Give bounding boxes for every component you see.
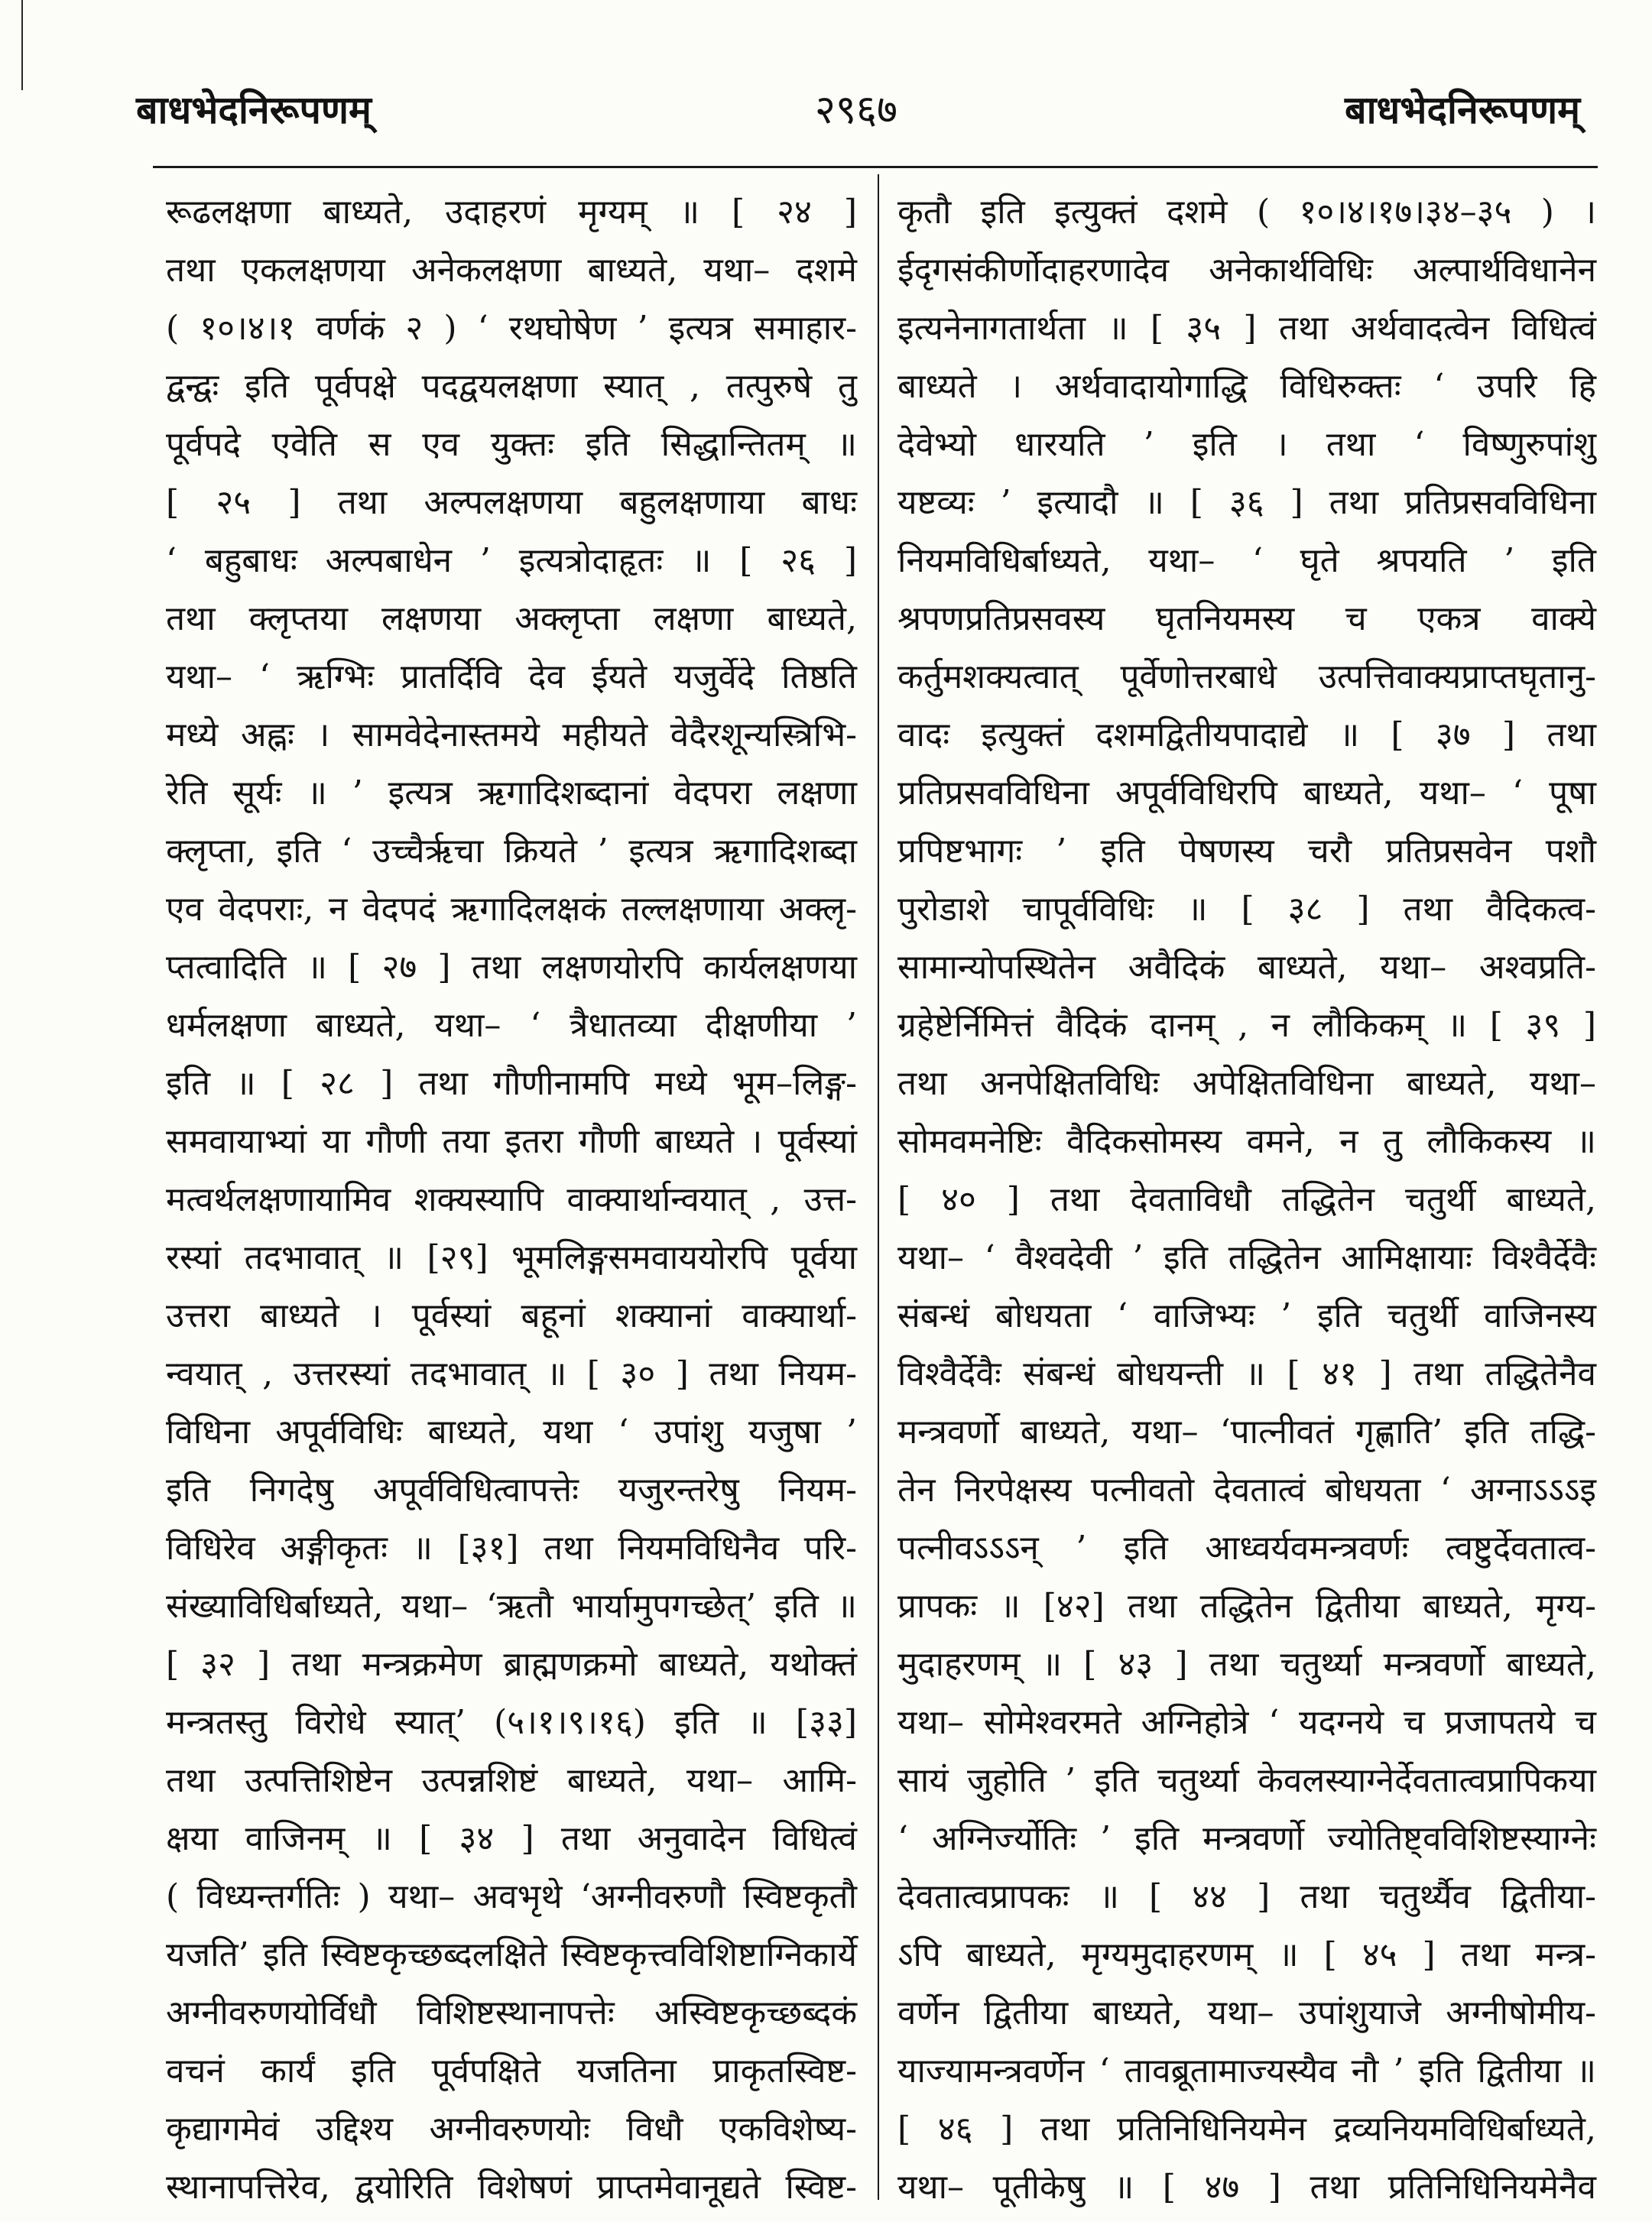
text-line: तथा अनपेक्षितविधिः अपेक्षितविधिना बाध्यते, यथा– xyxy=(897,1064,1596,1103)
column-divider xyxy=(878,174,879,2200)
text-line: मत्वर्थलक्षणायामिव शक्यस्यापि वाक्यार्थान्वयात् , उत्त- xyxy=(166,1180,857,1219)
left-column xyxy=(166,183,857,2217)
text-line: रस्यां तदभावात् ॥ [२९] भूमलिङ्गसमवाययोरपि पूर्वया xyxy=(166,1238,857,1277)
text-line: पूर्वपदे एवेति स एव युक्तः इति सिद्धान्तितम् ॥ xyxy=(166,425,857,464)
right-column xyxy=(897,183,1596,2217)
text-line: इति निगदेषु अपूर्वविधित्वापत्तेः यजुरन्तरेषु नियम- xyxy=(166,1471,857,1510)
text-line: यथा– ‘ ऋग्भिः प्रातर्दिवि देव ईयते यजुर्वेदे तिष्ठति xyxy=(166,657,857,696)
text-line: ईदृगसंकीर्णोदाहरणादेव अनेकार्थविधिः अल्पार्थविधानेन xyxy=(897,251,1596,290)
text-line: वचनं कार्यं इति पूर्वपक्षिते यजतिना प्राकृतस्विष्ट- xyxy=(166,2052,857,2091)
text-line: मन्त्रवर्णो बाध्यते, यथा– ‘पात्नीवतं गृह्णाति’ इति तद्धि- xyxy=(897,1413,1596,1452)
text-line: उत्तरा बाध्यते । पूर्वस्यां बहूनां शक्यानां वाक्यार्था- xyxy=(166,1296,857,1335)
text-line: यथा– सोमेश्वरमते अग्निहोत्रे ‘ यदग्नये च प्रजापतये च xyxy=(897,1703,1596,1742)
text-line: [ ४० ] तथा देवताविधौ तद्धितेन चतुर्थी बाध्यते, xyxy=(897,1180,1596,1219)
text-line: विधिरेव अङ्गीकृतः ॥ [३१] तथा नियमविधिनैव परि- xyxy=(166,1529,857,1568)
text-line: तथा एकलक्षणया अनेकलक्षणा बाध्यते, यथा– दशमे xyxy=(166,251,857,290)
text-line: सोमवमनेष्टिः वैदिकसोमस्य वमने, न तु लौकिकस्य ॥ xyxy=(897,1122,1596,1161)
text-line: यजति’ इति स्विष्टकृच्छब्दलक्षिते स्विष्टकृत्त्वविशिष्टाग्निकार्ये xyxy=(166,1935,857,1974)
text-line: सामान्योपस्थितेन अवैदिकं बाध्यते, यथा– अश्वप्रति- xyxy=(897,948,1596,987)
text-line: [ ४६ ] तथा प्रतिनिधिनियमेन द्रव्यनियमविधिर्बाध्यते, xyxy=(897,2110,1596,2149)
text-line: द्वन्द्वः इति पूर्वपक्षे पदद्वयलक्षणा स्यात् , तत्पुरुषे तु xyxy=(166,367,857,406)
text-line: स्थानापत्तिरेव, द्वयोरिति विशेषणं प्राप्तमेवानूद्यते स्विष्ट- xyxy=(166,2168,857,2207)
text-line: वर्णेन द्वितीया बाध्यते, यथा– उपांशुयाजे अग्नीषोमीय- xyxy=(897,1993,1596,2032)
text-line: पत्नीवऽऽऽन् ’ इति आध्वर्यवमन्त्रवर्णः त्वष्टुर्देवतात्व- xyxy=(897,1529,1596,1568)
text-line: तथा उत्पत्तिशिष्टेन उत्पन्नशिष्टं बाध्यते, यथा– आमि- xyxy=(166,1761,857,1800)
text-line: धर्मलक्षणा बाध्यते, यथा– ‘ त्रैधातव्या दीक्षणीया ’ xyxy=(166,1006,857,1045)
text-line: विश्वैर्देवैः संबन्धं बोधयन्ती ॥ [ ४१ ] तथा तद्धितेनैव xyxy=(897,1354,1596,1393)
text-line: देवेभ्यो धारयति ’ इति । तथा ‘ विष्णुरुपांशु xyxy=(897,425,1596,464)
text-line: तेन निरपेक्षस्य पत्नीवतो देवतात्वं बोधयता ‘ अग्नाऽऽऽइ xyxy=(897,1471,1596,1510)
text-line: संख्याविधिर्बाध्यते, यथा– ‘ऋतौ भार्यामुपगच्छेत्’ इति ॥ xyxy=(166,1587,857,1626)
text-line: प्रपिष्टभागः ’ इति पेषणस्य चरौ प्रतिप्रसवेन पशौ xyxy=(897,832,1596,871)
binding-edge xyxy=(21,0,23,90)
text-line: मध्ये अह्नः । सामवेदेनास्तमये महीयते वेदैरशून्यस्त्रिभि- xyxy=(166,715,857,754)
text-line: बाध्यते । अर्थवादायोगाद्धि विधिरुक्तः ‘ उपरि हि xyxy=(897,367,1596,406)
text-line: विधिना अपूर्वविधिः बाध्यते, यथा ‘ उपांशु यजुषा ’ xyxy=(166,1413,857,1452)
text-line: देवतात्वप्रापकः ॥ [ ४४ ] तथा चतुर्थ्यैव द्वितीया- xyxy=(897,1877,1596,1916)
text-line: क्षया वाजिनम् ॥ [ ३४ ] तथा अनुवादेन विधित्वं xyxy=(166,1819,857,1858)
text-line: याज्यामन्त्रवर्णेन ‘ तावब्रूतामाज्यस्यैव नौ ’ इति द्वितीया ॥ xyxy=(897,2052,1596,2091)
text-line: श्रपणप्रतिप्रसवस्य घृतनियमस्य च एकत्र वाक्ये xyxy=(897,599,1596,638)
text-line: ‘ बहुबाधः अल्पबाधेन ’ इत्यत्रोदाहृतः ॥ [ २६ ] xyxy=(166,541,857,580)
text-line: यथा– पूतीकेषु ॥ [ ४७ ] तथा प्रतिनिधिनियमेनैव xyxy=(897,2168,1596,2207)
text-line: ( विध्यन्तर्गतिः ) यथा– अवभृथे ‘अग्नीवरुणौ स्विष्टकृतौ xyxy=(166,1877,857,1916)
text-line: संबन्धं बोधयता ‘ वाजिभ्यः ’ इति चतुर्थी वाजिनस्य xyxy=(897,1296,1596,1335)
text-line: नियमविधिर्बाध्यते, यथा– ‘ घृते श्रपयति ’ इति xyxy=(897,541,1596,580)
text-line: न्वयात् , उत्तरस्यां तदभावात् ॥ [ ३० ] तथा नियम- xyxy=(166,1354,857,1393)
text-line: अग्नीवरुणयोर्विधौ विशिष्टस्थानापत्तेः अस्विष्टकृच्छब्दकं xyxy=(166,1993,857,2032)
text-line: यष्टव्यः ’ इत्यादौ ॥ [ ३६ ] तथा प्रतिप्रसवविधिना xyxy=(897,483,1596,522)
text-line: ऽपि बाध्यते, मृग्यमुदाहरणम् ॥ [ ४५ ] तथा मन्त्र- xyxy=(897,1935,1596,1974)
text-line: इत्यनेनागतार्थता ॥ [ ३५ ] तथा अर्थवादत्वेन विधित्वं xyxy=(897,309,1596,348)
text-line: रूढलक्षणा बाध्यते, उदाहरणं मृग्यम् ॥ [ २४ ] xyxy=(166,193,857,232)
running-head-left: बाधभेदनिरूपणम् xyxy=(136,87,372,132)
text-line: [ २५ ] तथा अल्पलक्षणया बहुलक्षणाया बाधः xyxy=(166,483,857,522)
text-line: प्रापकः ॥ [४२] तथा तद्धितेन द्वितीया बाध्यते, मृग्य- xyxy=(897,1587,1596,1626)
text-line: मन्त्रतस्तु विरोधे स्यात्’ (५।१।९।१६) इति ॥ [३३] xyxy=(166,1703,857,1742)
text-line: इति ॥ [ २८ ] तथा गौणीनामपि मध्ये भूम–लिङ्ग- xyxy=(166,1064,857,1103)
text-line: रेति सूर्यः ॥ ’ इत्यत्र ऋगादिशब्दानां वेदपरा लक्षणा xyxy=(166,774,857,813)
text-line: कृद्यागमेवं उद्दिश्य अग्नीवरुणयोः विधौ एकविशेष्य- xyxy=(166,2110,857,2149)
text-line: वादः इत्युक्तं दशमद्वितीयपादाद्ये ॥ [ ३७ ] तथा xyxy=(897,715,1596,754)
text-line: कृतौ इति इत्युक्तं दशमे ( १०।४।१७।३४–३५ ) । xyxy=(897,193,1596,232)
text-line: प्तत्वादिति ॥ [ २७ ] तथा लक्षणयोरपि कार्यलक्षणया xyxy=(166,948,857,987)
text-line: सायं जुहोति ’ इति चतुर्थ्या केवलस्याग्नेर्देवतात्वप्रापिकया xyxy=(897,1761,1596,1800)
text-line: ( १०।४।१ वर्णकं २ ) ‘ रथघोषेण ’ इत्यत्र समाहार- xyxy=(166,309,857,348)
text-line: क्लृप्ता, इति ‘ उच्चैरृचा क्रियते ’ इत्यत्र ऋगादिशब्दा xyxy=(166,832,857,871)
text-line: [ ३२ ] तथा मन्त्रक्रमेण ब्राह्मणक्रमो बाध्यते, यथोक्तं xyxy=(166,1645,857,1684)
text-line: प्रतिप्रसवविधिना अपूर्वविधिरपि बाध्यते, यथा– ‘ पूषा xyxy=(897,774,1596,813)
header-rule xyxy=(153,166,1598,168)
text-line: एव वेदपराः, न वेदपदं ऋगादिलक्षकं तल्लक्षणाया अक्लृ- xyxy=(166,890,857,929)
text-line: ‘ अग्निर्ज्योतिः ’ इति मन्त्रवर्णो ज्योतिष्ट्वविशिष्टस्याग्नेः xyxy=(897,1819,1596,1858)
text-line: कर्तुमशक्यत्वात् पूर्वेणोत्तरबाधे उत्पत्तिवाक्यप्राप्तघृतानु- xyxy=(897,657,1596,696)
text-line: ग्रहेष्टेर्निमित्तं वैदिकं दानम् , न लौकिकम् ॥ [ ३९ ] xyxy=(897,1006,1596,1045)
text-line: पुरोडाशे चापूर्वविधिः ॥ [ ३८ ] तथा वैदिकत्व- xyxy=(897,890,1596,929)
text-line: तथा क्लृप्तया लक्षणया अक्लृप्ता लक्षणा बाध्यते, xyxy=(166,599,857,638)
text-line: समवायाभ्यां या गौणी तया इतरा गौणी बाध्यते । पूर्वस्यां xyxy=(166,1122,857,1161)
text-line: मुदाहरणम् ॥ [ ४३ ] तथा चतुर्थ्या मन्त्रवर्णो बाध्यते, xyxy=(897,1645,1596,1684)
text-line: यथा– ‘ वैश्वदेवी ’ इति तद्धितेन आमिक्षायाः विश्वैर्देवैः xyxy=(897,1238,1596,1277)
page-number: २९६७ xyxy=(814,87,898,133)
running-head-right: बाधभेदनिरूपणम् xyxy=(1345,87,1580,132)
